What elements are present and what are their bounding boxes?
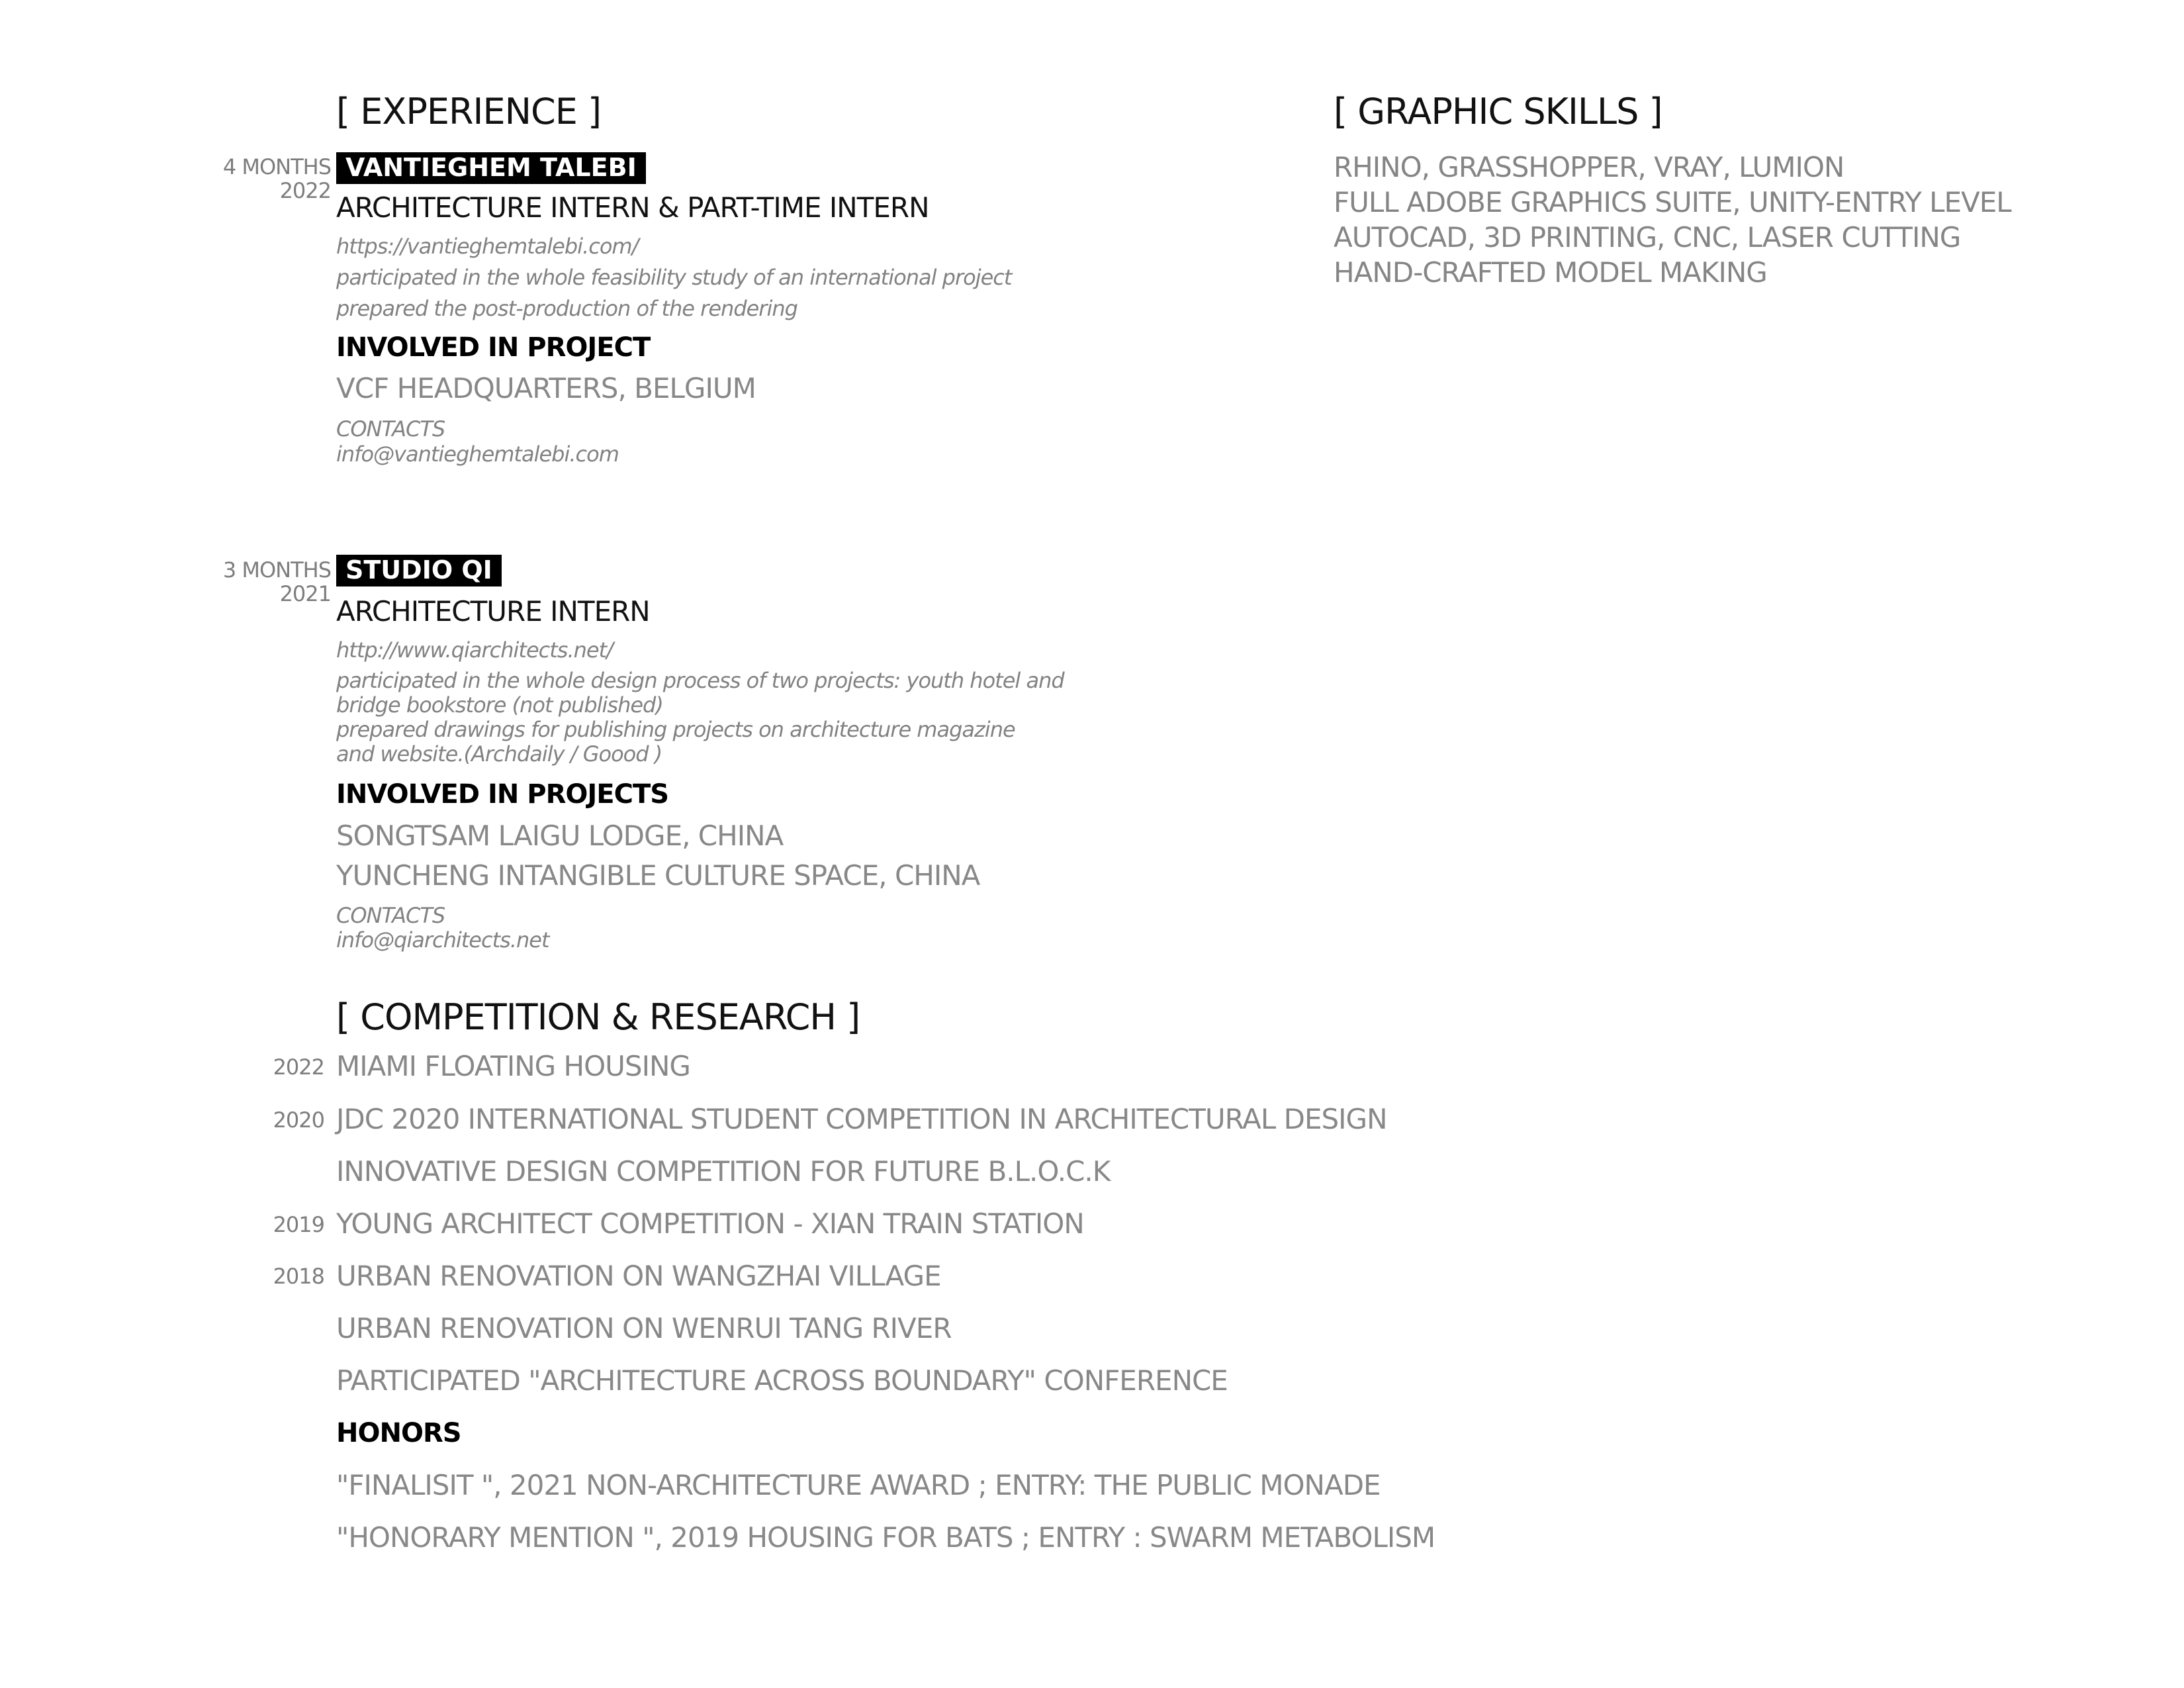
graphic-skills-heading: [ GRAPHIC SKILLS ] — [1334, 91, 1662, 132]
entry-year: 2019 — [273, 1212, 324, 1237]
honors-heading: HONORS — [336, 1418, 461, 1448]
contacts-label: CONTACTS — [336, 416, 445, 442]
job-task: prepared drawings for publishing projects on architecture magazine — [336, 717, 1015, 742]
competition-entry: JDC 2020 INTERNATIONAL STUDENT COMPETITION IN ARCHITECTURAL DESIGN — [336, 1103, 1387, 1135]
skill-item: RHINO, GRASSHOPPER, VRAY, LUMION — [1334, 151, 1844, 183]
job-task: participated in the whole feasibility study of an international project — [336, 265, 1012, 290]
entry-year: 2022 — [273, 1055, 324, 1080]
entry-year: 2020 — [273, 1107, 324, 1133]
projects-heading: INVOLVED IN PROJECTS — [336, 779, 669, 810]
contact-email[interactable]: info@vantieghemtalebi.com — [336, 442, 619, 467]
competition-entry: YOUNG ARCHITECT COMPETITION - XIAN TRAIN STATION — [336, 1207, 1084, 1240]
job-role: ARCHITECTURE INTERN & PART-TIME INTERN — [336, 191, 929, 224]
projects-heading: INVOLVED IN PROJECT — [336, 332, 651, 363]
competition-entry: URBAN RENOVATION ON WENRUI TANG RIVER — [336, 1312, 952, 1344]
experience-heading: [ EXPERIENCE ] — [336, 91, 602, 132]
company-url[interactable]: http://www.qiarchitects.net/ — [336, 637, 613, 663]
project-item: VCF HEADQUARTERS, BELGIUM — [336, 372, 756, 404]
skill-item: FULL ADOBE GRAPHICS SUITE, UNITY-ENTRY LEVEL — [1334, 186, 2011, 218]
company-name: STUDIO QI — [336, 555, 502, 586]
company-name: VANTIEGHEM TALEBI — [336, 152, 646, 184]
competition-entry: PARTICIPATED "ARCHITECTURE ACROSS BOUNDARY" CONFERENCE — [336, 1364, 1228, 1397]
job-task: prepared the post-production of the rendering — [336, 296, 797, 321]
job-task: participated in the whole design process of two projects: youth hotel and — [336, 668, 1064, 693]
project-item: SONGTSAM LAIGU LODGE, CHINA — [336, 820, 784, 852]
skill-item: AUTOCAD, 3D PRINTING, CNC, LASER CUTTING — [1334, 221, 1961, 254]
entry-year: 2018 — [273, 1264, 324, 1289]
skill-item: HAND-CRAFTED MODEL MAKING — [1334, 256, 1767, 289]
competition-entry: MIAMI FLOATING HOUSING — [336, 1050, 690, 1082]
project-item: YUNCHENG INTANGIBLE CULTURE SPACE, CHINA — [336, 859, 980, 892]
honor-item: "HONORARY MENTION ", 2019 HOUSING FOR BATS ; ENTRY : SWARM METABOLISM — [336, 1521, 1435, 1554]
contacts-label: CONTACTS — [336, 903, 445, 928]
job-year: 2021 — [279, 581, 331, 606]
job-duration: 4 MONTHS — [222, 154, 331, 179]
contact-email[interactable]: info@qiarchitects.net — [336, 927, 549, 953]
job-year: 2022 — [279, 178, 331, 203]
honor-item: "FINALISIT ", 2021 NON-ARCHITECTURE AWARD ; ENTRY: THE PUBLIC MONADE — [336, 1469, 1381, 1501]
competition-entry: URBAN RENOVATION ON WANGZHAI VILLAGE — [336, 1260, 941, 1292]
competition-entry: INNOVATIVE DESIGN COMPETITION FOR FUTURE B.L.O.C.K — [336, 1155, 1111, 1188]
job-task: bridge bookstore (not published) — [336, 692, 663, 718]
company-url[interactable]: https://vantieghemtalebi.com/ — [336, 234, 639, 259]
job-duration: 3 MONTHS — [222, 557, 331, 583]
job-role: ARCHITECTURE INTERN — [336, 595, 650, 628]
competition-heading: [ COMPETITION & RESEARCH ] — [336, 996, 860, 1038]
job-task: and website.(Archdaily / Goood ) — [336, 741, 662, 767]
